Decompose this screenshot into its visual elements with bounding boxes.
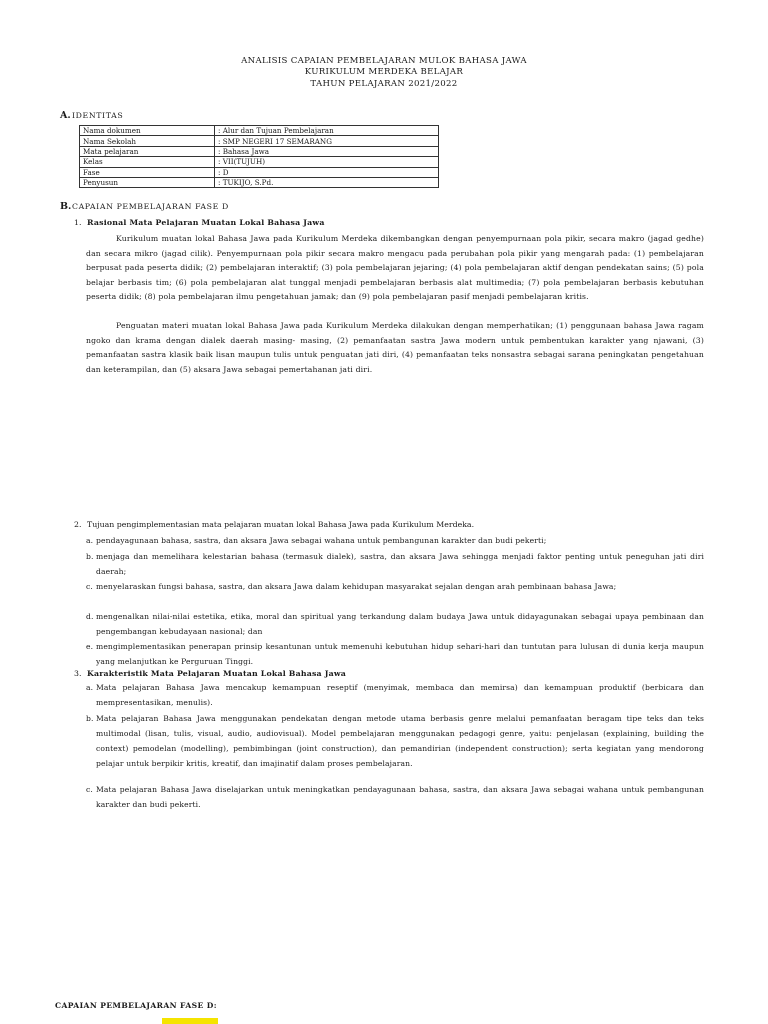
table-row bbox=[80, 136, 439, 146]
list-item: a. Mata pelajaran Bahasa Jawa mencakup kemampuan reseptif (menyimak, membaca dan memirsa) dan kemampuan produktif (berbicara dan mempresentasikan, menulis). bbox=[86, 683, 704, 707]
table-row bbox=[80, 157, 439, 167]
footer-heading: CAPAIAN PEMBELAJARAN FASE D: bbox=[55, 1001, 217, 1010]
rationale-paragraph-1 bbox=[86, 232, 704, 305]
identity-key: Penyusun bbox=[80, 177, 215, 187]
list-item: c. Mata pelajaran Bahasa Jawa diselajarkan untuk meningkatkan pendayagunaan bahasa, sastra, dan aksara Jawa sebagai wahana untuk pembangunan karakter dan budi pekerti. bbox=[86, 785, 704, 809]
section-a-title: IDENTITAS bbox=[72, 111, 124, 120]
identity-value: : VII(TUJUH) bbox=[215, 157, 439, 167]
table-row bbox=[80, 167, 439, 177]
section-b-marker: B. bbox=[60, 201, 72, 212]
list-item: c. menyelaraskan fungsi bahasa, sastra, dan aksara Jawa dalam kehidupan masyarakat sejalan dengan arah pembinaan bahasa Jawa; bbox=[86, 582, 617, 591]
list-item: b. Mata pelajaran Bahasa Jawa menggunakan pendekatan dengan metode utama berbasis genre melalui pemanfaatan beragam tipe teks dan teks multimodal (lisan, tulis, visual, audio, audiovisual). Model pembelajaran menggunakan pedagogi genre, yaitu: penjelasan (explaining, building the context) pemodelan (modelling), pembimbingan (joint construction), dan pemandirian (independent construction); serta kegiatan yang mendorong pelajar untuk berpikir kritis, kreatif, dan imajinatif dalam proses pembelajaran. bbox=[86, 714, 704, 768]
rationale-paragraph-2 bbox=[86, 319, 704, 377]
list-item: d. mengenalkan nilai-nilai estetika, etika, moral dan spiritual yang terkandung dalam budaya Jawa untuk didayagunakan sebagai upaya pembinaan dan pengembangan kebudayaan nasional; dan bbox=[86, 612, 704, 636]
subsection-2-heading bbox=[74, 520, 474, 529]
identity-key: Kelas bbox=[80, 157, 215, 167]
table-row bbox=[80, 126, 439, 136]
identity-value: : TUKIJO, S.Pd. bbox=[215, 177, 439, 187]
identity-table bbox=[79, 125, 439, 188]
identity-key: Nama dokumen bbox=[80, 126, 215, 136]
subsection-2-title: Tujuan pengimplementasian mata pelajaran muatan lokal Bahasa Jawa pada Kurikulum Merdeka. bbox=[87, 520, 475, 529]
identity-key: Mata pelajaran bbox=[80, 146, 215, 156]
subsection-1-heading bbox=[74, 218, 325, 227]
section-a-marker: A. bbox=[60, 110, 71, 121]
identity-value: : D bbox=[215, 167, 439, 177]
section-a-heading bbox=[60, 110, 123, 121]
subsection-3-title: Karakteristik Mata Pelajaran Muatan Lokal Bahasa Jawa bbox=[87, 669, 347, 678]
list-item: e. mengimplementasikan penerapan prinsip kesantunan untuk memenuhi kebutuhan hidup sehari-hari dan tuntutan para lulusan di dunia kerja maupun yang melanjutkan ke Perguruan Tinggi. bbox=[86, 642, 704, 666]
subsection-1-title: Rasional Mata Pelajaran Muatan Lokal Bahasa Jawa bbox=[87, 218, 325, 227]
identity-value: : Alur dan Tujuan Pembelajaran bbox=[215, 126, 439, 136]
section-b-heading bbox=[60, 201, 229, 212]
table-row bbox=[80, 177, 439, 187]
identity-key: Fase bbox=[80, 167, 215, 177]
identity-value: : SMP NEGERI 17 SEMARANG bbox=[215, 136, 439, 146]
doc-title-line-1: ANALISIS CAPAIAN PEMBELAJARAN MULOK BAHASA JAWA bbox=[241, 56, 527, 66]
identity-key: Nama Sekolah bbox=[80, 136, 215, 146]
section-b-title: CAPAIAN PEMBELAJARAN FASE D bbox=[72, 202, 229, 211]
doc-title-line-3: TAHUN PELAJARAN 2021/2022 bbox=[310, 79, 458, 89]
identity-value: : Bahasa Jawa bbox=[215, 146, 439, 156]
rationale-paragraph-1-text: Kurikulum muatan lokal Bahasa Jawa pada Kurikulum Merdeka dikembangkan dengan penyempurnaan pola pikir, secara makro (jagad gedhe) dan secara mikro (jagad cilik). Penyempurnaan pola pikir secara makro mengacu pada perubahan pola pikir yang mengarah pada: (1) pembelajaran berpusat pada peserta didik; (2) pembelajaran interaktif; (3) pola pembelajaran jejaring; (4) pola pembelajaran aktif dengan pendekatan sains; (5) pola belajar berbasis tim; (6) pola pembelajaran alat tunggal menjadi pembelajaran berbasis alat multimedia; (7) pola pembelajaran berbasis kebutuhan peserta didik; (8) pola pembelajaran ilmu pengetahuan jamak; dan (9) pola pembelajaran pasif menjadi pembelajaran kritis. bbox=[86, 234, 704, 302]
subsection-3-heading bbox=[74, 669, 346, 678]
rationale-paragraph-2-text: Penguatan materi muatan lokal Bahasa Jawa pada Kurikulum Merdeka dilakukan dengan memperhatikan; (1) penggunaan bahasa Jawa ragam ngoko dan krama dengan dialek daerah masing- masing, (2) pemanfaatan sastra Jawa modern untuk pembentukan karakter yang njawani, (3) pemanfaatan sastra klasik baik lisan maupun tulis untuk penguatan jati diri, (4) pemanfaatan teks nonsastra sebagai sarana peningkatan pengetahuan dan keterampilan, dan (5) aksara Jawa sebagai pemertahanan jati diri. bbox=[86, 321, 704, 374]
subsection-3-number: 3. bbox=[74, 669, 82, 678]
list-item: a. pendayagunaan bahasa, sastra, dan aksara Jawa sebagai wahana untuk pembangunan karakter dan budi pekerti; bbox=[86, 536, 547, 545]
list-item: b. menjaga dan memelihara kelestarian bahasa (termasuk dialek), sastra, dan aksara Jawa sehingga menjadi faktor penting untuk peneguhan jati diri daerah; bbox=[86, 552, 704, 576]
doc-title-line-2: KURIKULUM MERDEKA BELAJAR bbox=[304, 67, 464, 77]
subsection-2-number: 2. bbox=[74, 520, 82, 529]
table-row bbox=[80, 146, 439, 156]
subsection-1-number: 1. bbox=[74, 218, 82, 227]
highlight-mark bbox=[162, 1018, 218, 1024]
